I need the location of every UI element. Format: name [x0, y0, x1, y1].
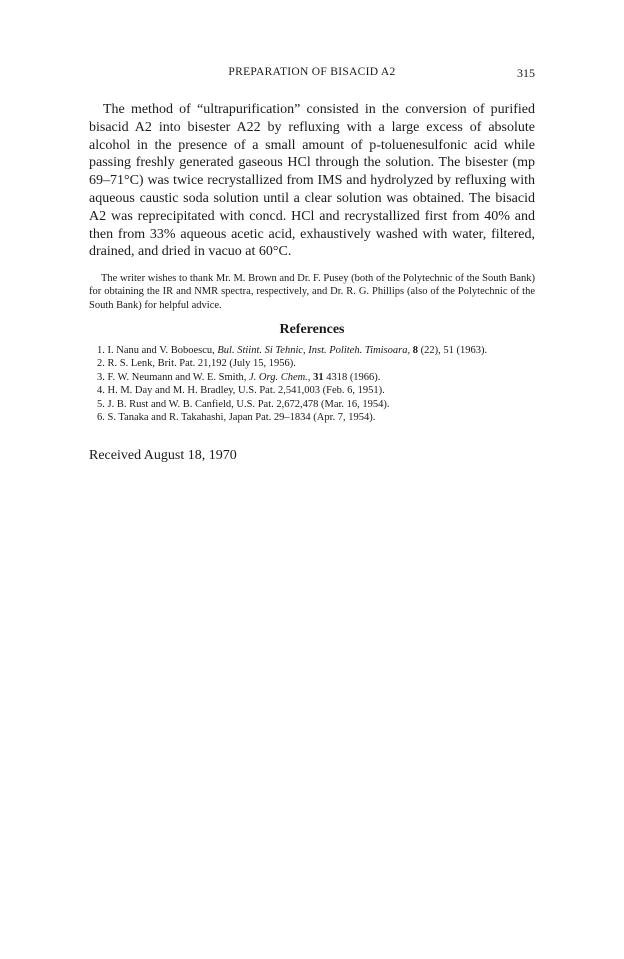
reference-item: 2. R. S. Lenk, Brit. Pat. 21,192 (July 15, 1956). [97, 358, 296, 370]
reference-item: 1. I. Nanu and V. Boboescu, Bul. Stiint. Si Tehnic, Inst. Politeh. Timisoara, 8 (22), 51 (1963). [97, 345, 488, 356]
reference-item: 6. S. Tanaka and R. Takahashi, Japan Pat. 29–1834 (Apr. 7, 1954). [97, 412, 376, 424]
running-header [89, 66, 535, 82]
reference-item: 5. J. B. Rust and W. B. Canfield, U.S. Pat. 2,672,478 (Mar. 16, 1954). [97, 398, 390, 410]
page-number: 315 [517, 66, 535, 80]
reference-item: 3. F. W. Neumann and W. E. Smith, J. Org. Chem., 31 4318 (1966). [97, 371, 381, 383]
references-list [89, 344, 535, 424]
acknowledgment: The writer wishes to thank Mr. M. Brown and Dr. F. Pusey (both of the Polytechnic of the South Bank) for obtaining the IR and NMR spectra, respectively, and Dr. R. G. Phillips (also of the Polytechnic of the South Bank) for helpful advice. [89, 273, 535, 311]
body-paragraph: The method of “ultrapurification” consisted in the conversion of purified bisacid A2 into bisester A22 by refluxing with a large excess of absolute alcohol in the presence of a small amount of p-toluenesulfonic acid while passing freshly generated gaseous HCl through the solution. The bisester (mp 69–71°C) was twice recrystallized from IMS and hydrolyzed by refluxing with aqueous caustic soda solution until a clear solution was obtained. The bisacid A2 was reprecipitated with concd. HCl and recrystallized first from 40% and then from 33% aqueous acetic acid, exhaustively washed with water, filtered, drained, and dried in vacuo at 60°C. [89, 102, 535, 260]
received-date: Received August 18, 1970 [89, 448, 237, 463]
references-heading: References [279, 322, 345, 337]
running-title: PREPARATION OF BISACID A2 [228, 66, 396, 78]
reference-item: 4. H. M. Day and M. H. Bradley, U.S. Pat. 2,541,003 (Feb. 6, 1951). [97, 385, 385, 397]
